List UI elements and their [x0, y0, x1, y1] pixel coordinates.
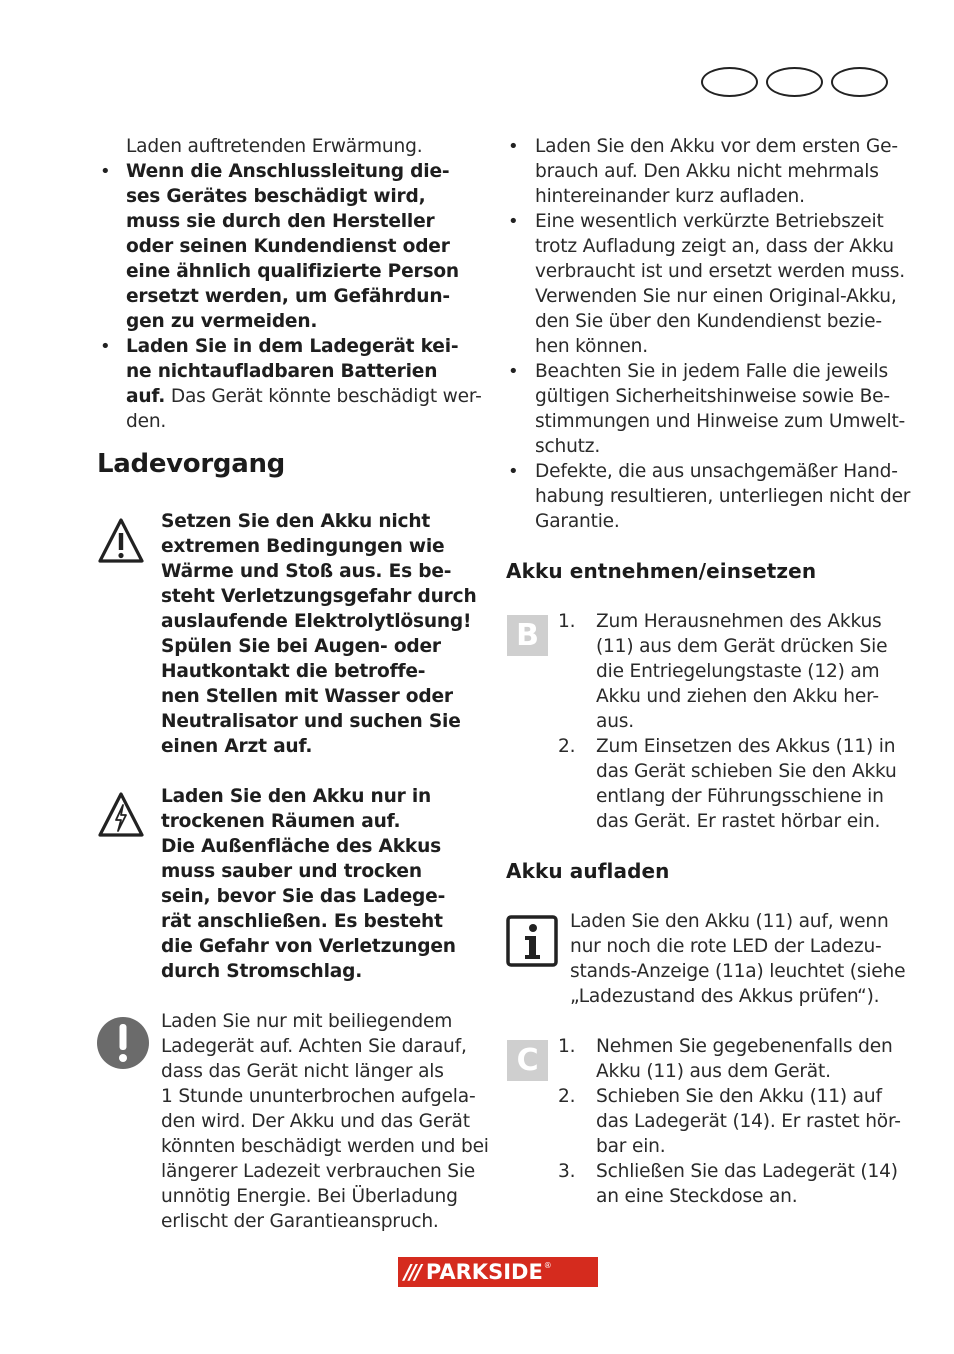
- bullet2-normal-tail: Das Gerät könnte beschädigt wer-: [165, 386, 482, 407]
- warning1-line: nen Stellen mit Wasser oder: [161, 686, 453, 707]
- right-bullet4-line: Garantie.: [535, 511, 620, 532]
- step-c1-line: Nehmen Sie gegebenenfalls den: [596, 1036, 893, 1057]
- right-bullet2-line: Verwenden Sie nur einen Original-Akku,: [535, 286, 897, 307]
- right-bullet1-line: brauch auf. Den Akku nicht mehrmals: [535, 161, 879, 182]
- step-b1-line: Akku und ziehen den Akku her-: [596, 686, 879, 707]
- section-title-akku-aufladen: Akku aufladen: [506, 859, 670, 883]
- bullet-icon: •: [100, 336, 111, 357]
- step-c1-line: Akku (11) aus dem Gerät.: [596, 1061, 831, 1082]
- right-bullet2-line: trotz Aufladung zeigt an, dass der Akku: [535, 236, 894, 257]
- info-line: nur noch die rote LED der Ladezu-: [570, 936, 882, 957]
- bullet1-line: ses Gerätes beschädigt wird,: [126, 186, 426, 207]
- bullet1-line: eine ähnlich qualifizierte Person: [126, 261, 459, 282]
- bullet-icon: •: [508, 136, 519, 157]
- step-c2-line: das Ladegerät (14). Er rastet hör-: [596, 1111, 901, 1132]
- logo-registered-mark: ®: [543, 1261, 552, 1270]
- parkside-logo: [398, 1257, 598, 1287]
- right-bullet3-line: gültigen Sicherheitshinweise sowie Be-: [535, 386, 890, 407]
- caution-line: Laden Sie nur mit beiliegendem: [161, 1011, 453, 1032]
- step-b1-line: die Entriegelungstaste (12) am: [596, 661, 880, 682]
- caution-exclamation-icon: [96, 1016, 150, 1070]
- step-number: 1.: [558, 1036, 576, 1057]
- warning2-line: sein, bevor Sie das Ladege-: [161, 886, 446, 907]
- right-bullet1-line: hintereinander kurz aufladen.: [535, 186, 805, 207]
- step-c3-line: an eine Steckdose an.: [596, 1186, 798, 1207]
- warning2-line: rät anschließen. Es besteht: [161, 911, 443, 932]
- caution-line: 1 Stunde ununterbrochen aufgela-: [161, 1086, 476, 1107]
- bullet1-line: muss sie durch den Hersteller: [126, 211, 435, 232]
- caution-line: unnötig Energie. Bei Überladung: [161, 1186, 458, 1207]
- caution-line: den wird. Der Akku und das Gerät: [161, 1111, 470, 1132]
- right-bullet4-line: Defekte, die aus unsachgemäßer Hand-: [535, 461, 898, 482]
- right-bullet1-line: Laden Sie den Akku vor dem ersten Ge-: [535, 136, 898, 157]
- step-b1-line: aus.: [596, 711, 634, 732]
- step-b2-line: Zum Einsetzen des Akkus (11) in: [596, 736, 896, 757]
- bullet-icon: •: [100, 161, 111, 182]
- bullet2-line: ne nichtaufladbaren Batterien: [126, 361, 438, 382]
- bullet1-line: ersetzt werden, um Gefährdun-: [126, 286, 450, 307]
- step-b2-line: entlang der Führungsschiene in: [596, 786, 884, 807]
- warning1-line: Wärme und Stoß aus. Es be-: [161, 561, 452, 582]
- right-bullet3-line: schutz.: [535, 436, 601, 457]
- warning1-line: auslaufende Elektrolytlösung!: [161, 611, 472, 632]
- info-line: stands-Anzeige (11a) leuchtet (siehe: [570, 961, 906, 982]
- info-line: „Ladezustand des Akkus prüfen“).: [570, 986, 880, 1007]
- bullet-icon: •: [508, 361, 519, 382]
- bullet2-line: den.: [126, 411, 167, 432]
- step-number: 2.: [558, 1086, 576, 1107]
- right-bullet2-line: hen können.: [535, 336, 648, 357]
- right-bullet2-line: den Sie über den Kundendienst bezie-: [535, 311, 882, 332]
- warning2-line: Laden Sie den Akku nur in: [161, 786, 432, 807]
- step-b2-line: das Gerät. Er rastet hörbar ein.: [596, 811, 881, 832]
- step-b2-line: das Gerät schieben Sie den Akku: [596, 761, 897, 782]
- bullet1-line: gen zu vermeiden.: [126, 311, 318, 332]
- caution-line: längerer Ladezeit verbrauchen Sie: [161, 1161, 476, 1182]
- bullet2-line-mixed: [126, 384, 482, 409]
- section-title-akku-entnehmen: Akku entnehmen/einsetzen: [506, 559, 817, 583]
- bullet1-line: oder seinen Kundendienst oder: [126, 236, 450, 257]
- logo-slashes: ///: [404, 1260, 420, 1284]
- warning2-line: Die Außenfläche des Akkus: [161, 836, 441, 857]
- info-icon: [506, 915, 558, 967]
- step-c2-line: Schieben Sie den Akku (11) auf: [596, 1086, 882, 1107]
- warning2-line: die Gefahr von Verletzungen: [161, 936, 456, 957]
- step-number: 2.: [558, 736, 576, 757]
- bullet1-line: Wenn die Anschlussleitung die-: [126, 161, 450, 182]
- marker-c: C: [507, 1040, 548, 1081]
- warning1-line: Spülen Sie bei Augen- oder: [161, 636, 441, 657]
- step-b1-line: Zum Herausnehmen des Akkus: [596, 611, 882, 632]
- step-c2-line: bar ein.: [596, 1136, 666, 1157]
- language-tab-3[interactable]: [831, 67, 888, 97]
- bullet-icon: •: [508, 461, 519, 482]
- electric-hazard-icon: [97, 790, 145, 840]
- bullet2-bold-tail: auf.: [126, 386, 166, 407]
- language-tab-1[interactable]: [701, 67, 758, 97]
- warning-triangle-icon: [97, 516, 145, 566]
- warning2-line: trockenen Räumen auf.: [161, 811, 401, 832]
- step-number: 3.: [558, 1161, 576, 1182]
- warning1-line: einen Arzt auf.: [161, 736, 313, 757]
- right-bullet4-line: habung resultieren, unterliegen nicht der: [535, 486, 911, 507]
- intro-line: Laden auftretenden Erwärmung.: [126, 136, 423, 157]
- warning1-line: Hautkontakt die betroffe-: [161, 661, 426, 682]
- logo-text: PARKSIDE: [425, 1260, 543, 1284]
- info-line: Laden Sie den Akku (11) auf, wenn: [570, 911, 889, 932]
- right-bullet3-line: Beachten Sie in jedem Falle die jeweils: [535, 361, 888, 382]
- warning1-line: steht Verletzungsgefahr durch: [161, 586, 477, 607]
- step-number: 1.: [558, 611, 576, 632]
- marker-b: B: [507, 615, 548, 656]
- warning2-line: durch Stromschlag.: [161, 961, 363, 982]
- language-tab-2[interactable]: [766, 67, 823, 97]
- caution-line: Ladegerät auf. Achten Sie darauf,: [161, 1036, 467, 1057]
- right-bullet2-line: verbraucht ist und ersetzt werden muss.: [535, 261, 906, 282]
- step-c3-line: Schließen Sie das Ladegerät (14): [596, 1161, 898, 1182]
- step-b1-line: (11) aus dem Gerät drücken Sie: [596, 636, 888, 657]
- warning2-line: muss sauber und trocken: [161, 861, 422, 882]
- caution-line: erlischt der Garantieanspruch.: [161, 1211, 439, 1232]
- right-bullet3-line: stimmungen und Hinweise zum Umwelt-: [535, 411, 906, 432]
- warning1-line: Neutralisator und suchen Sie: [161, 711, 461, 732]
- warning1-line: extremen Bedingungen wie: [161, 536, 445, 557]
- caution-line: dass das Gerät nicht länger als: [161, 1061, 444, 1082]
- bullet-icon: •: [508, 211, 519, 232]
- bullet2-line: Laden Sie in dem Ladegerät kei-: [126, 336, 459, 357]
- section-title-ladevorgang: Ladevorgang: [97, 449, 285, 479]
- caution-line: könnten beschädigt werden und bei: [161, 1136, 489, 1157]
- right-bullet2-line: Eine wesentlich verkürzte Betriebszeit: [535, 211, 884, 232]
- warning1-line: Setzen Sie den Akku nicht: [161, 511, 431, 532]
